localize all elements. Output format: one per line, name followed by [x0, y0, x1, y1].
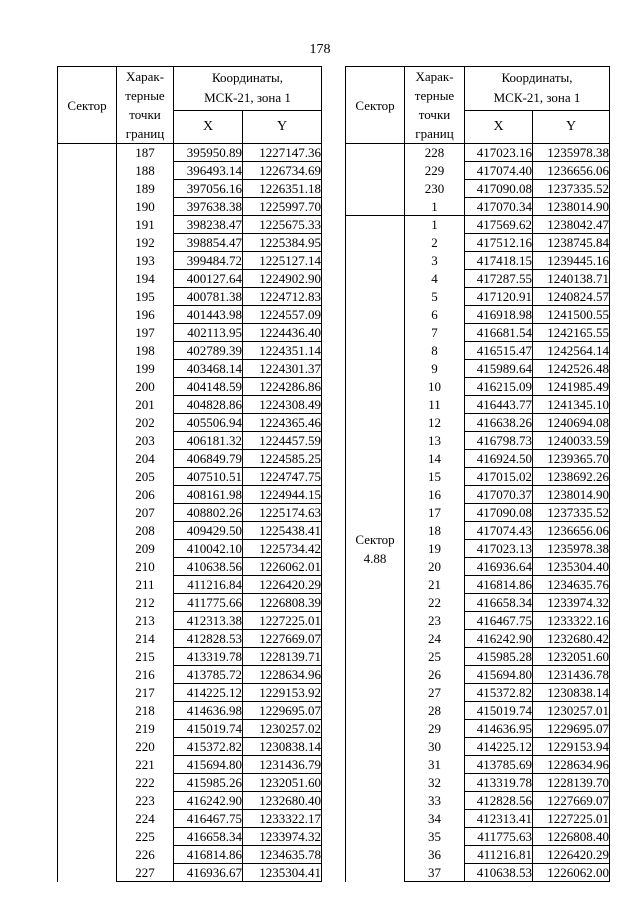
point-number: 13	[405, 432, 465, 450]
coord-x: 417074.43	[465, 522, 533, 540]
coord-y: 1241985.49	[533, 378, 610, 396]
point-number: 15	[405, 468, 465, 486]
coord-x: 416242.90	[174, 792, 243, 810]
coord-y: 1226062.00	[533, 864, 610, 882]
coord-y: 1225174.63	[243, 504, 322, 522]
coord-x: 412828.56	[465, 792, 533, 810]
coord-y: 1228139.70	[533, 774, 610, 792]
point-number: 215	[117, 648, 174, 666]
coord-y: 1226420.29	[243, 576, 322, 594]
point-number: 32	[405, 774, 465, 792]
coord-y: 1234635.78	[243, 846, 322, 864]
point-number: 4	[405, 270, 465, 288]
coord-y: 1235304.40	[533, 558, 610, 576]
coord-y: 1237335.52	[533, 504, 610, 522]
point-number: 12	[405, 414, 465, 432]
coord-y: 1229153.92	[243, 684, 322, 702]
coord-y: 1240824.57	[533, 288, 610, 306]
point-number: 16	[405, 486, 465, 504]
point-number: 203	[117, 432, 174, 450]
coord-y: 1224286.86	[243, 378, 322, 396]
point-number: 9	[405, 360, 465, 378]
coord-x: 415019.74	[174, 720, 243, 738]
header-sector: Сектор	[58, 67, 117, 144]
coord-x: 395950.89	[174, 144, 243, 162]
sector-cell	[58, 144, 117, 882]
point-number: 190	[117, 198, 174, 216]
coord-x: 415985.26	[174, 774, 243, 792]
coord-y: 1242165.55	[533, 324, 610, 342]
coord-x: 417120.91	[465, 288, 533, 306]
point-number: 6	[405, 306, 465, 324]
coord-y: 1224712.83	[243, 288, 322, 306]
point-number: 202	[117, 414, 174, 432]
sector-cell-4-88	[346, 216, 405, 882]
coord-x: 412313.38	[174, 612, 243, 630]
coord-x: 416515.47	[465, 342, 533, 360]
coord-x: 415985.28	[465, 648, 533, 666]
header-y: Y	[533, 110, 610, 143]
point-number: 26	[405, 666, 465, 684]
coord-x: 415019.74	[465, 702, 533, 720]
coord-x: 411775.66	[174, 594, 243, 612]
point-number: 5	[405, 288, 465, 306]
coord-x: 415372.82	[174, 738, 243, 756]
point-number: 198	[117, 342, 174, 360]
point-number: 37	[405, 864, 465, 882]
header-y: Y	[243, 110, 322, 143]
coord-y: 1232051.60	[533, 648, 610, 666]
coord-y: 1231436.78	[533, 666, 610, 684]
coord-x: 401443.98	[174, 306, 243, 324]
coord-y: 1239445.16	[533, 252, 610, 270]
coord-y: 1230838.14	[533, 684, 610, 702]
point-number: 35	[405, 828, 465, 846]
coord-x: 410042.10	[174, 540, 243, 558]
coord-x: 406181.32	[174, 432, 243, 450]
coord-x: 407510.51	[174, 468, 243, 486]
point-number: 33	[405, 792, 465, 810]
coord-y: 1230257.01	[533, 702, 610, 720]
coord-x: 416681.54	[465, 324, 533, 342]
point-number: 197	[117, 324, 174, 342]
point-number: 193	[117, 252, 174, 270]
coord-y: 1241500.55	[533, 306, 610, 324]
coord-y: 1241345.10	[533, 396, 610, 414]
point-number: 216	[117, 666, 174, 684]
point-number: 222	[117, 774, 174, 792]
header-x: X	[174, 110, 243, 143]
point-number: 31	[405, 756, 465, 774]
point-number: 24	[405, 630, 465, 648]
coord-y: 1229695.07	[243, 702, 322, 720]
point-number: 223	[117, 792, 174, 810]
point-number: 189	[117, 180, 174, 198]
coord-y: 1240138.71	[533, 270, 610, 288]
coord-y: 1224457.59	[243, 432, 322, 450]
coord-y: 1224351.14	[243, 342, 322, 360]
header-x: X	[465, 110, 533, 143]
coord-y: 1235978.38	[533, 540, 610, 558]
sector-cell	[346, 144, 405, 216]
coord-x: 416658.34	[465, 594, 533, 612]
point-number: 208	[117, 522, 174, 540]
coord-y: 1233322.17	[243, 810, 322, 828]
point-number: 1	[405, 216, 465, 234]
coord-x: 404148.59	[174, 378, 243, 396]
coord-x: 411775.63	[465, 828, 533, 846]
point-number: 224	[117, 810, 174, 828]
coord-x: 403468.14	[174, 360, 243, 378]
coord-y: 1224944.15	[243, 486, 322, 504]
point-number: 195	[117, 288, 174, 306]
point-number: 27	[405, 684, 465, 702]
coord-x: 405506.94	[174, 414, 243, 432]
coord-y: 1225675.33	[243, 216, 322, 234]
coord-x: 416467.75	[174, 810, 243, 828]
coord-x: 400781.38	[174, 288, 243, 306]
point-number: 206	[117, 486, 174, 504]
coord-y: 1231436.79	[243, 756, 322, 774]
coord-x: 402789.39	[174, 342, 243, 360]
coord-y: 1224557.09	[243, 306, 322, 324]
point-number: 210	[117, 558, 174, 576]
coord-y: 1228634.96	[533, 756, 610, 774]
coord-x: 417287.55	[465, 270, 533, 288]
coord-x: 406849.79	[174, 450, 243, 468]
coord-y: 1239365.70	[533, 450, 610, 468]
header-coordinates: Координаты, МСК-21, зона 1	[465, 67, 610, 111]
coord-x: 417569.62	[465, 216, 533, 234]
point-number: 30	[405, 738, 465, 756]
coord-x: 416924.50	[465, 450, 533, 468]
coord-x: 409429.50	[174, 522, 243, 540]
point-number: 227	[117, 864, 174, 882]
coord-y: 1224902.90	[243, 270, 322, 288]
point-number: 194	[117, 270, 174, 288]
point-number: 230	[405, 180, 465, 198]
point-number: 187	[117, 144, 174, 162]
coord-y: 1224301.37	[243, 360, 322, 378]
point-number: 213	[117, 612, 174, 630]
coord-y: 1228139.71	[243, 648, 322, 666]
coord-x: 411216.81	[465, 846, 533, 864]
point-number: 196	[117, 306, 174, 324]
coord-y: 1238014.90	[533, 486, 610, 504]
coord-x: 404828.86	[174, 396, 243, 414]
header-coordinates: Координаты, МСК-21, зона 1	[174, 67, 322, 111]
coord-y: 1224365.46	[243, 414, 322, 432]
coord-x: 400127.64	[174, 270, 243, 288]
table-row	[346, 216, 610, 234]
coord-y: 1224308.49	[243, 396, 322, 414]
coord-y: 1225734.42	[243, 540, 322, 558]
header-char-points: Харак- терные точки границ	[117, 67, 174, 144]
point-number: 212	[117, 594, 174, 612]
coord-y: 1227669.07	[243, 630, 322, 648]
point-number: 11	[405, 396, 465, 414]
point-number: 28	[405, 702, 465, 720]
coord-x: 413785.69	[465, 756, 533, 774]
point-number: 199	[117, 360, 174, 378]
point-number: 204	[117, 450, 174, 468]
coord-x: 417418.15	[465, 252, 533, 270]
coord-y: 1225384.95	[243, 234, 322, 252]
coord-x: 417074.40	[465, 162, 533, 180]
point-number: 1	[405, 198, 465, 216]
coord-y: 1242526.48	[533, 360, 610, 378]
point-number: 201	[117, 396, 174, 414]
coord-y: 1233322.16	[533, 612, 610, 630]
coord-x: 416814.86	[465, 576, 533, 594]
coord-x: 415694.80	[174, 756, 243, 774]
coord-y: 1229153.94	[533, 738, 610, 756]
point-number: 225	[117, 828, 174, 846]
point-number: 192	[117, 234, 174, 252]
point-number: 25	[405, 648, 465, 666]
point-number: 221	[117, 756, 174, 774]
coord-y: 1233974.32	[533, 594, 610, 612]
point-number: 200	[117, 378, 174, 396]
coord-y: 1242564.14	[533, 342, 610, 360]
coord-x: 415989.64	[465, 360, 533, 378]
coord-y: 1240033.59	[533, 432, 610, 450]
coord-y: 1225997.70	[243, 198, 322, 216]
point-number: 22	[405, 594, 465, 612]
coord-x: 402113.95	[174, 324, 243, 342]
coord-x: 413785.72	[174, 666, 243, 684]
table-row	[346, 144, 610, 162]
point-number: 226	[117, 846, 174, 864]
coord-y: 1236656.06	[533, 162, 610, 180]
coord-x: 412313.41	[465, 810, 533, 828]
coord-x: 416443.77	[465, 396, 533, 414]
point-number: 34	[405, 810, 465, 828]
point-number: 188	[117, 162, 174, 180]
coord-y: 1224436.40	[243, 324, 322, 342]
point-number: 29	[405, 720, 465, 738]
coord-x: 416215.09	[465, 378, 533, 396]
coord-y: 1238014.90	[533, 198, 610, 216]
coord-x: 398854.47	[174, 234, 243, 252]
point-number: 8	[405, 342, 465, 360]
coord-y: 1230838.14	[243, 738, 322, 756]
coord-y: 1237335.52	[533, 180, 610, 198]
coord-y: 1232051.60	[243, 774, 322, 792]
coord-x: 417015.02	[465, 468, 533, 486]
coord-y: 1232680.40	[243, 792, 322, 810]
point-number: 14	[405, 450, 465, 468]
point-number: 7	[405, 324, 465, 342]
coord-y: 1226420.29	[533, 846, 610, 864]
coord-y: 1224585.25	[243, 450, 322, 468]
point-number: 217	[117, 684, 174, 702]
coord-y: 1225127.14	[243, 252, 322, 270]
coord-y: 1228634.96	[243, 666, 322, 684]
point-number: 228	[405, 144, 465, 162]
coord-y: 1226062.01	[243, 558, 322, 576]
coord-x: 416814.86	[174, 846, 243, 864]
coord-y: 1229695.07	[533, 720, 610, 738]
coord-x: 416936.64	[465, 558, 533, 576]
coord-y: 1227225.01	[533, 810, 610, 828]
page-number: 178	[309, 42, 331, 57]
coord-y: 1227669.07	[533, 792, 610, 810]
coordinates-table-right	[345, 66, 610, 882]
coord-y: 1227147.36	[243, 144, 322, 162]
point-number: 229	[405, 162, 465, 180]
coord-x: 398238.47	[174, 216, 243, 234]
coord-x: 414225.12	[465, 738, 533, 756]
coord-y: 1234635.76	[533, 576, 610, 594]
point-number: 36	[405, 846, 465, 864]
coord-x: 417023.13	[465, 540, 533, 558]
coord-x: 417070.34	[465, 198, 533, 216]
point-number: 211	[117, 576, 174, 594]
coord-y: 1238042.47	[533, 216, 610, 234]
point-number: 207	[117, 504, 174, 522]
coord-x: 410638.53	[465, 864, 533, 882]
coord-x: 416936.67	[174, 864, 243, 882]
header-char-points: Харак- терные точки границ	[405, 67, 465, 144]
coord-x: 411216.84	[174, 576, 243, 594]
point-number: 19	[405, 540, 465, 558]
point-number: 21	[405, 576, 465, 594]
coord-x: 416467.75	[465, 612, 533, 630]
coord-x: 417070.37	[465, 486, 533, 504]
coord-x: 397056.16	[174, 180, 243, 198]
coord-x: 417090.08	[465, 504, 533, 522]
coord-x: 417090.08	[465, 180, 533, 198]
point-number: 214	[117, 630, 174, 648]
header-sector: Сектор	[346, 67, 405, 144]
coord-y: 1226808.40	[533, 828, 610, 846]
point-number: 10	[405, 378, 465, 396]
coord-y: 1238745.84	[533, 234, 610, 252]
coord-y: 1225438.41	[243, 522, 322, 540]
sector-label: Сектор	[355, 531, 395, 547]
coord-y: 1232680.42	[533, 630, 610, 648]
coord-x: 416798.73	[465, 432, 533, 450]
point-number: 23	[405, 612, 465, 630]
point-number: 3	[405, 252, 465, 270]
point-number: 191	[117, 216, 174, 234]
coord-x: 415372.82	[465, 684, 533, 702]
coord-x: 417512.16	[465, 234, 533, 252]
point-number: 20	[405, 558, 465, 576]
coord-x: 408802.26	[174, 504, 243, 522]
coord-x: 416242.90	[465, 630, 533, 648]
coord-x: 414636.98	[174, 702, 243, 720]
point-number: 17	[405, 504, 465, 522]
sector-number: 4.88	[363, 550, 387, 566]
coord-x: 399484.72	[174, 252, 243, 270]
coord-y: 1226351.18	[243, 180, 322, 198]
coord-y: 1235978.38	[533, 144, 610, 162]
coord-x: 408161.98	[174, 486, 243, 504]
coord-x: 410638.56	[174, 558, 243, 576]
coord-y: 1233974.32	[243, 828, 322, 846]
point-number: 205	[117, 468, 174, 486]
point-number: 218	[117, 702, 174, 720]
coord-y: 1230257.02	[243, 720, 322, 738]
coord-y: 1226734.69	[243, 162, 322, 180]
point-number: 2	[405, 234, 465, 252]
coord-y: 1238692.26	[533, 468, 610, 486]
point-number: 209	[117, 540, 174, 558]
coord-x: 417023.16	[465, 144, 533, 162]
coord-x: 396493.14	[174, 162, 243, 180]
coord-y: 1224747.75	[243, 468, 322, 486]
coord-x: 416658.34	[174, 828, 243, 846]
coord-x: 415694.80	[465, 666, 533, 684]
coord-x: 416918.98	[465, 306, 533, 324]
point-number: 219	[117, 720, 174, 738]
table-row	[58, 144, 322, 162]
coord-x: 414636.95	[465, 720, 533, 738]
coord-y: 1235304.41	[243, 864, 322, 882]
coord-x: 416638.26	[465, 414, 533, 432]
coordinates-table-left	[57, 66, 322, 882]
coord-y: 1236656.06	[533, 522, 610, 540]
coord-y: 1240694.08	[533, 414, 610, 432]
coord-y: 1227225.01	[243, 612, 322, 630]
coord-x: 413319.78	[465, 774, 533, 792]
point-number: 18	[405, 522, 465, 540]
coord-x: 397638.38	[174, 198, 243, 216]
coord-x: 414225.12	[174, 684, 243, 702]
coord-x: 413319.78	[174, 648, 243, 666]
coord-x: 412828.53	[174, 630, 243, 648]
point-number: 220	[117, 738, 174, 756]
coord-y: 1226808.39	[243, 594, 322, 612]
